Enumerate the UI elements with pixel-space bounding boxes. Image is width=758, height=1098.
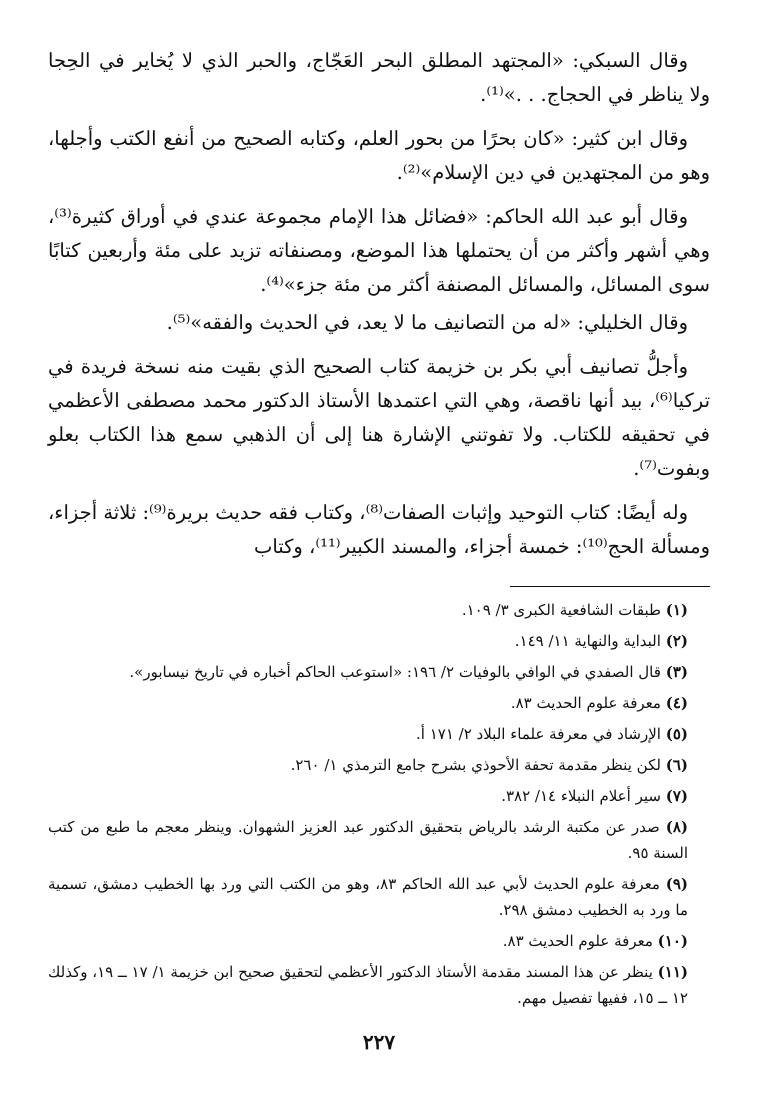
footnote-text: لكن ينظر مقدمة تحفة الأحوذي بشرح جامع الترمذي ١/ ٢٦٠. xyxy=(290,756,661,774)
footnote-number: (٩) xyxy=(665,875,688,893)
footnote-number: (١١) xyxy=(657,963,688,981)
footnote xyxy=(48,959,710,1011)
footnote-text: معرفة علوم الحديث ٨٣. xyxy=(502,932,653,950)
paragraph-subki: وقال السبكي: «المجتهد المطلق البحر العَجّاج، والحبر الذي لا يُخاير في الحِجا ولا يناظر في الحجاج. . .»⁽¹⁾. xyxy=(48,49,710,106)
paragraph-khalili: وقال الخليلي: «له من التصانيف ما لا يعد، في الحديث والفقه»⁽⁵⁾. xyxy=(166,311,688,334)
footnote-number: (٥) xyxy=(665,725,688,743)
paragraph-other-works: وله أيضًا: كتاب التوحيد وإثبات الصفات⁽⁸⁾، وكتاب فقه حديث بريرة⁽⁹⁾: ثلاثة أجزاء، ومسألة الحج⁽¹⁰⁾: خمسة أجزاء، والمسند الكبير⁽¹¹⁾، وكتاب xyxy=(48,501,710,558)
footnote xyxy=(48,752,710,778)
footnote-text: ينظر عن هذا المسند مقدمة الأستاذ الدكتور الأعظمي لتحقيق صحيح ابن خزيمة ١/ ١٧ ــ ١٩، وكذلك ١٢ ــ ١٥، ففيها تفصيل مهم. xyxy=(48,963,688,1007)
footnote-number: (٦) xyxy=(665,756,688,774)
footnote-number: (١) xyxy=(665,601,688,619)
footnote-number: (١٠) xyxy=(657,932,688,950)
footnote xyxy=(48,721,710,747)
footnote-separator xyxy=(510,586,710,587)
footnote xyxy=(48,690,710,716)
footnote-text: معرفة علوم الحديث لأبي عبد الله الحاكم ٨٣، وهو من الكتب التي ورد بها الخطيب دمشق، تسمية ما ورد به الخطيب دمشق ٢٩٨. xyxy=(48,875,688,919)
footnote xyxy=(48,928,710,954)
footnote-text: سير أعلام النبلاء ١٤/ ٣٨٢. xyxy=(501,787,661,805)
footnote xyxy=(48,628,710,654)
footnote xyxy=(48,871,710,923)
main-text xyxy=(48,44,710,564)
footnote-number: (٣) xyxy=(665,663,688,681)
footnote-text: صدر عن مكتبة الرشد بالرياض بتحقيق الدكتور عبد العزيز الشهوان. وينظر معجم ما طبع من كتب السنة ٩٥. xyxy=(48,818,688,862)
footnote-text: الإرشاد في معرفة علماء البلاد ٢/ ١٧١ أ. xyxy=(415,725,661,743)
page-number: ٢٢٧ xyxy=(362,1030,396,1054)
footnote-number: (٢) xyxy=(665,632,688,650)
footnote-text: قال الصفدي في الوافي بالوفيات ٢/ ١٩٦: «استوعب الحاكم أخباره في تاريخ نيسابور». xyxy=(129,663,661,681)
footnote-number: (٤) xyxy=(665,694,688,712)
footnote-text: طبقات الشافعية الكبرى ٣/ ١٠٩. xyxy=(461,601,661,619)
footnote-number: (٧) xyxy=(665,787,688,805)
footnote xyxy=(48,659,710,685)
paragraph-sahih-ibn-khuzayma: وأجلُّ تصانيف أبي بكر بن خزيمة كتاب الصحيح الذي بقيت منه نسخة فريدة في تركيا⁽⁶⁾، بيد أنها ناقصة، وهي التي اعتمدها الأستاذ الدكتور محمد مصطفى الأعظمي في تحقيقه للكتاب. ولا تفوتني الإشارة هنا إلى أن الذهبي سمع هذا الكتاب بعلو وبفوت⁽⁷⁾. xyxy=(48,355,710,480)
footnotes xyxy=(48,597,710,1011)
footnote-text: البداية والنهاية ١١/ ١٤٩. xyxy=(514,632,661,650)
paragraph-hakim: وقال أبو عبد الله الحاكم: «فضائل هذا الإمام مجموعة عندي في أوراق كثيرة⁽³⁾، وهي أشهر وأكثر من أن يحتملها هذا الموضع، ومصنفاته تزيد على مئة وأربعين كتابًا سوى المسائل، والمسائل المصنفة أكثر من مئة جزء»⁽⁴⁾. xyxy=(48,205,710,296)
footnote-number: (٨) xyxy=(665,818,688,836)
footnote xyxy=(48,783,710,809)
footnote xyxy=(48,597,710,623)
paragraph-ibn-kathir: وقال ابن كثير: «كان بحرًا من بحور العلم، وكتابه الصحيح من أنفع الكتب وأجلها، وهو من المجتهدين في دين الإسلام»⁽²⁾. xyxy=(48,127,710,184)
footnote-text: معرفة علوم الحديث ٨٣. xyxy=(510,694,661,712)
footnote xyxy=(48,814,710,866)
page xyxy=(48,44,710,1016)
